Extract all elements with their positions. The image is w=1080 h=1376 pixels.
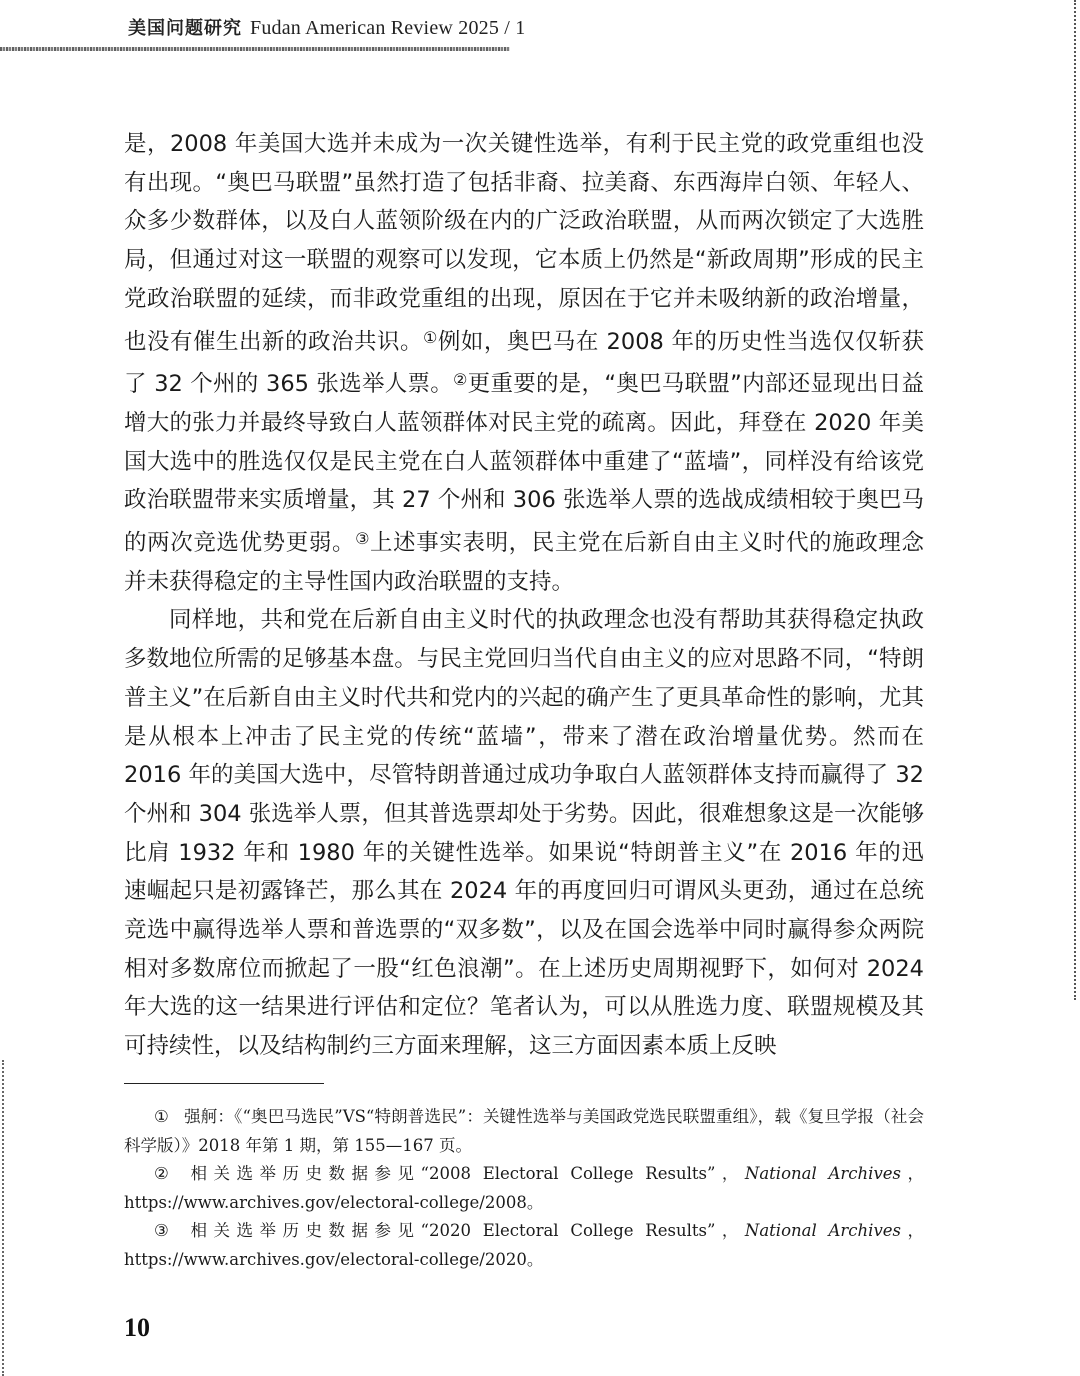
footnotes: [124, 1103, 924, 1274]
paragraph-2: 同样地，共和党在后新自由主义时代的执政理念也没有帮助其获得稳定执政多数地位所需的足够基本盘。与民主党回归当代自由主义的应对思路不同，“特朗普主义”在后新自由主义时代共和党内的兴起的确产生了更具革命性的影响，尤其是从根本上冲击了民主党的传统“蓝墙”，带来了潜在政治增量优势。然而在 2016 年的美国大选中，尽管特朗普通过成功争取白人蓝领群体支持而赢得了 32 个州和 304 张选举人票，但其普选票却处于劣势。因此，很难想象这是一次能够比肩 1932 年和 1980 年的关键性选举。如果说“特朗普主义”在 2016 年的迅速崛起只是初露锋芒，那么其在 2024 年的再度回归可谓风头更劲，通过在总统竞选中赢得选举人票和普选票的“双多数”，以及在国会选举中同时赢得参众两院相对多数席位而掀起了一股“红色浪潮”。在上述历史周期视野下，如何对 2024 年大选的这一结果进行评估和定位？笔者认为，可以从胜选力度、联盟规模及其可持续性，以及结构制约三方面来理解，这三方面因素本质上反映: [124, 607, 924, 1060]
paragraph-1-seg-2: 例如，奥巴马在 2008 年的历史性当选仅仅斩获了 32 个州的 365 张选举人票。: [124, 328, 924, 398]
page-edge-dotted-left: [2, 1060, 4, 1376]
footnote-1: [124, 1103, 924, 1160]
footnote-mark-2: ②: [154, 1164, 169, 1183]
footnote-mark-3: ③: [154, 1221, 169, 1240]
paragraph-1-seg-1: 是，2008 年美国大选并未成为一次关键性选举，有利于民主党的政党重组也没有出现。“奥巴马联盟”虽然打造了包括非裔、拉美裔、东西海岸白领、年轻人、众多少数群体，以及白人蓝领阶级在内的广泛政治联盟，从而两次锁定了大选胜局，但通过对这一联盟的观察可以发现，它本质上仍然是“新政周期”形成的民主党政治联盟的延续，而非政党重组的出现，原因在于它并未吸纳新的政治增量，也没有催生出新的政治共识。: [124, 131, 924, 355]
journal-title-en: Fudan American Review 2025 / 1: [250, 17, 526, 39]
body-text: [124, 125, 924, 1066]
footnote-1-text: 强舸：《“奥巴马选民”VS“特朗普选民”：关键性选举与美国政党选民联盟重组》，载《复旦学报（社会科学版）》2018 年第 1 期，第 155—167 页。: [124, 1107, 924, 1155]
footnote-3-text: 相关选举历史数据参见“2020 Electoral College Results”，: [184, 1221, 745, 1240]
page-edge-dotted-right: [1074, 0, 1076, 1000]
footnote-separator: [124, 1083, 324, 1084]
footnote-2-source: National Archives: [744, 1164, 901, 1183]
running-header: [128, 14, 525, 40]
page-number: 10: [124, 1313, 150, 1342]
paragraph-1: [124, 125, 924, 601]
footnote-ref-1[interactable]: ①: [423, 327, 438, 347]
footnote-mark-1: ①: [154, 1107, 169, 1126]
footnote-ref-2[interactable]: ②: [453, 370, 468, 390]
footnote-2-url[interactable]: ，https://www.archives.gov/electoral-college/2008。: [124, 1164, 925, 1212]
footnote-2: [124, 1160, 924, 1217]
footnote-3: [124, 1217, 924, 1274]
footnote-3-source: National Archives: [744, 1221, 901, 1240]
paragraph-1-seg-4: 上述事实表明，民主党在后新自由主义时代的施政理念并未获得稳定的主导性国内政治联盟的支持。: [124, 530, 924, 595]
journal-title-cn: 美国问题研究: [128, 18, 242, 39]
footnote-3-url[interactable]: ，https://www.archives.gov/electoral-college/2020。: [124, 1221, 925, 1269]
footnote-ref-3[interactable]: ③: [355, 529, 371, 549]
footnote-2-text: 相关选举历史数据参见“2008 Electoral College Results”，: [184, 1164, 745, 1183]
paragraph-1-seg-3: 更重要的是，“奥巴马联盟”内部还显现出日益增大的张力并最终导致白人蓝领群体对民主党的疏离。因此，拜登在 2020 年美国大选中的胜选仅仅是民主党在白人蓝领群体中重建了“蓝墙”，同样没有给该党政治联盟带来实质增量，其 27 个州和 306 张选举人票的选战成绩相较于奥巴马的两次竞选优势更弱。: [124, 371, 924, 557]
header-rule: [0, 47, 510, 51]
